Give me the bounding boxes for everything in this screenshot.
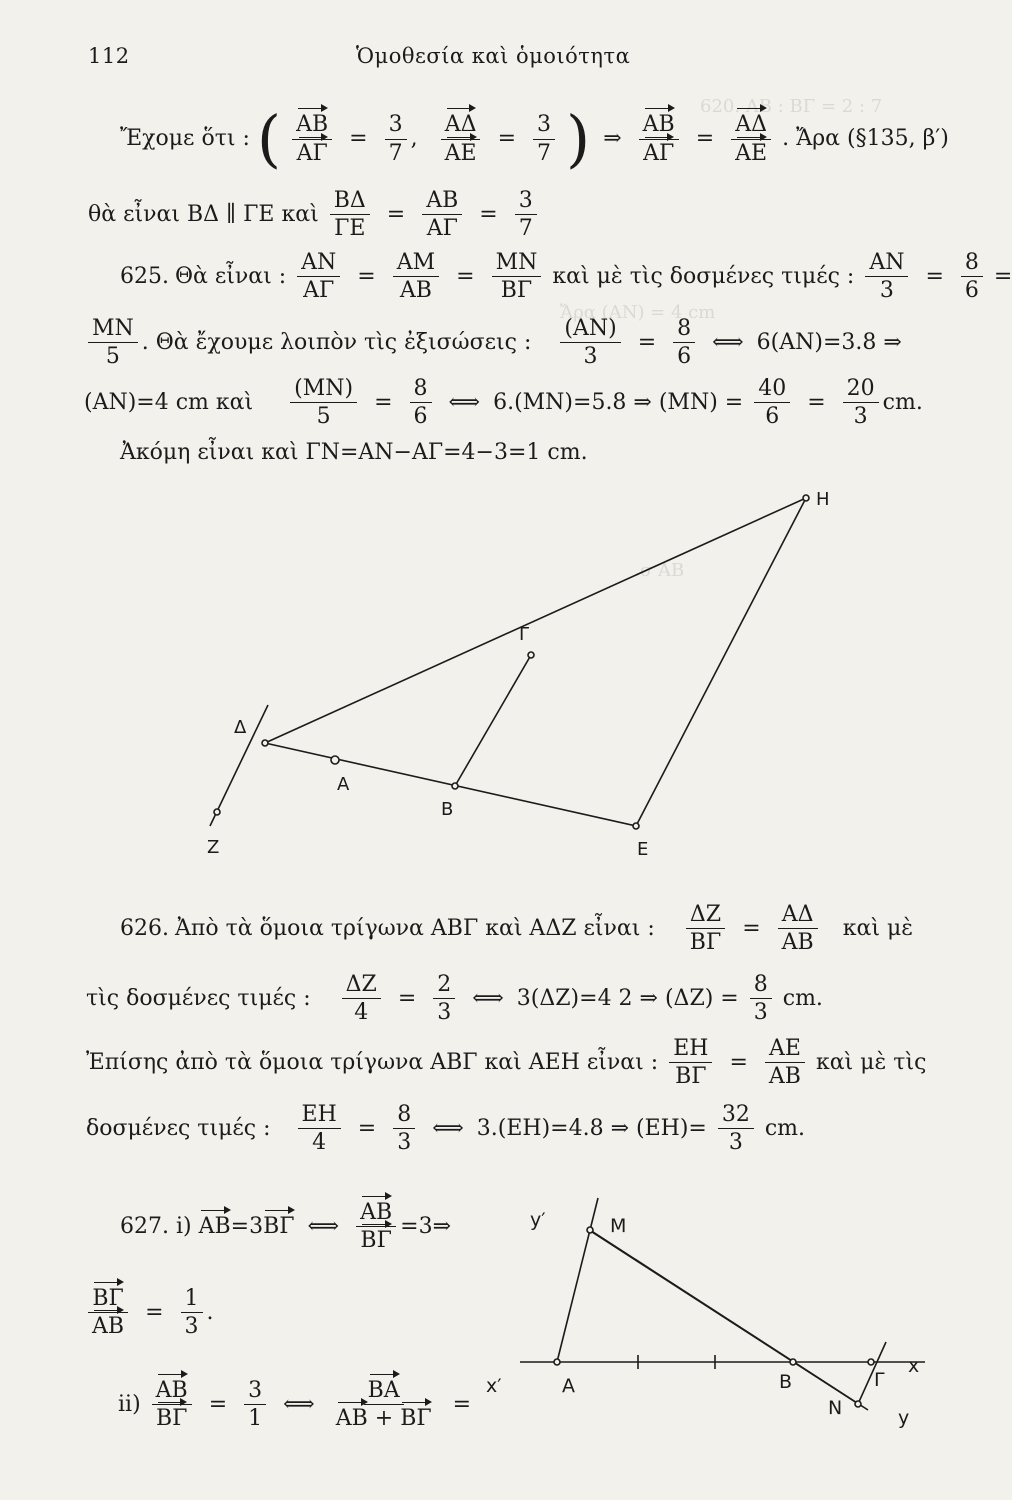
fraction: $\frac{3}{7}$ — [385, 112, 407, 166]
fraction: $\frac{8}{6}$ — [673, 316, 695, 370]
label-x: x — [908, 1355, 920, 1377]
fraction: $\frac{(AN)}{3}$ — [560, 316, 620, 370]
fraction: $\frac{AN}{A\Gamma}$ — [297, 250, 340, 304]
fraction: $\frac{B\Delta}{\Gamma E}$ — [330, 188, 370, 242]
eq-626-line3: Ἐπίσης ἀπὸ τὰ ὅμοια τρίγωνα ΑΒΓ καὶ ΑΕΗ εἶναι : $\frac{EH}{B\Gamma}$ = $\frac{AE}{AB}$ καὶ μὲ τὶς — [86, 1036, 927, 1090]
fraction: $\frac{(MN)}{5}$ — [290, 376, 357, 430]
label-y-prime: y′ — [530, 1209, 546, 1231]
label-nu: Ν — [828, 1397, 843, 1419]
fraction: $\frac{\Delta Z}{B\Gamma}$ — [686, 902, 725, 956]
eq-625-line1: 625. Θὰ εἶναι : $\frac{AN}{A\Gamma}$ = $\frac{AM}{AB}$ = $\frac{MN}{B\Gamma}$ καὶ μὲ τὶς δοσμένες τιμές : $\frac{AN}{3}$ = $\frac{8}{6}$ = — [120, 250, 1012, 304]
bleed-through-text: σ ΑΒ — [640, 560, 685, 581]
eq-625-line4: Ἀκόμη εἶναι καὶ ΓΝ=ΑΝ−ΑΓ=4−3=1 cm. — [120, 440, 588, 465]
running-title: Ὁμοθεσία καὶ ὁμοιότητα — [356, 44, 631, 68]
label-beta: Β — [441, 799, 454, 820]
fraction: $\frac{AB}{A\Gamma}$ — [292, 112, 332, 166]
fraction: $\frac{EH}{4}$ — [298, 1102, 341, 1156]
page-number: 112 — [88, 44, 130, 68]
fraction: $\frac{40}{6}$ — [754, 376, 790, 430]
fraction: $\frac{A\Delta}{AB}$ — [778, 902, 818, 956]
text-intro: Ἔχομε ὅτι : — [120, 126, 250, 151]
eq-626-line1: 626. Ἀπὸ τὰ ὅμοια τρίγωνα ΑΒΓ καὶ ΑΔΖ εἶναι : $\frac{\Delta Z}{B\Gamma}$ = $\frac{A\Delta}{AB}$ καὶ μὲ — [120, 902, 914, 956]
fraction: $\frac{AB}{B\Gamma}$ — [356, 1200, 396, 1254]
fraction: $\frac{8}{6}$ — [961, 250, 983, 304]
fraction: $\frac{MN}{5}$ — [88, 316, 138, 370]
label-gamma: Γ — [519, 624, 530, 645]
label-delta: Δ — [234, 717, 247, 738]
paren-open: ( — [256, 102, 282, 175]
eq-627-line2: $\frac{B\Gamma}{AB}$ = $\frac{1}{3}$ . — [84, 1286, 214, 1340]
label-gamma-2: Γ — [874, 1369, 885, 1391]
fraction: $\frac{\Delta Z}{4}$ — [342, 972, 381, 1026]
figure-axes — [0, 1180, 940, 1440]
fraction: $\frac{8}{3}$ — [393, 1102, 415, 1156]
fraction: $\frac{AM}{AB}$ — [393, 250, 439, 304]
eq-624-line2: θὰ εἶναι ΒΔ ∥ ΓΕ καὶ $\frac{B\Delta}{\Gamma E}$ = $\frac{AB}{A\Gamma}$ = $\frac{3}{7}$ — [88, 188, 541, 242]
eq-625-line2: $\frac{MN}{5}$ . Θὰ ἔχουμε λοιπὸν τὶς ἐξισώσεις : $\frac{(AN)}{3}$ = $\frac{8}{6}$ ⟺ 6(ΑΝ)=3.8 ⇒ — [84, 316, 902, 370]
fraction: $\frac{B\Gamma}{AB}$ — [88, 1286, 128, 1340]
fraction: $\frac{32}{3}$ — [718, 1102, 754, 1156]
fraction: $\frac{2}{3}$ — [433, 972, 455, 1026]
fraction: $\frac{1}{3}$ — [181, 1286, 203, 1340]
fraction: $\frac{20}{3}$ — [843, 376, 879, 430]
fraction: $\frac{MN}{B\Gamma}$ — [492, 250, 542, 304]
bleed-through-text: 620. ΑΒ : ΒΓ = 2 : 7 — [700, 96, 883, 117]
label-epsilon: Ε — [637, 839, 649, 860]
eq-624-line1: Ἔχομε ὅτι : ( $\frac{AB}{A\Gamma}$ = $\frac{3}{7}$ , $\frac{A\Delta}{AE}$ = $\frac{3}{7}$ ) ⇒ $\frac{AB}{A\Gamma}$ = $\frac{A\Delta}{AE}$ . Ἄρα (§135, β′) — [120, 102, 949, 175]
label-beta-2: Β — [779, 1371, 793, 1393]
label-zeta: Ζ — [207, 837, 220, 858]
eq-625-line3: (ΑΝ)=4 cm καὶ $\frac{(MN)}{5}$ = $\frac{8}{6}$ ⟺ 6.(ΜΝ)=5.8 ⇒ (ΜΝ) = $\frac{40}{6}$ = $\frac{20}{3}$ cm. — [84, 376, 923, 430]
fraction: $\frac{8}{6}$ — [410, 376, 432, 430]
eq-627-line1: 627. i) ΑΒ=3ΒΓ ⟺ $\frac{AB}{B\Gamma}$ =3⇒ — [120, 1200, 452, 1254]
label-x-prime: x′ — [486, 1375, 502, 1397]
label-mu: Μ — [610, 1215, 627, 1237]
label-y: y — [898, 1407, 910, 1429]
eq-626-line4: δοσμένες τιμές : $\frac{EH}{4}$ = $\frac{8}{3}$ ⟺ 3.(ΕΗ)=4.8 ⇒ (ΕΗ)= $\frac{32}{3}$ cm. — [86, 1102, 806, 1156]
fraction: $\frac{3}{7}$ — [515, 188, 537, 242]
fraction: $\frac{8}{3}$ — [750, 972, 772, 1026]
eq-627-line3: ii) $\frac{AB}{B\Gamma}$ = $\frac{3}{1}$ ⟺ $\frac{BA}{AB + B\Gamma}$ = — [118, 1378, 472, 1432]
paren-close: ) — [566, 102, 591, 175]
label-eta: Η — [816, 489, 830, 510]
fraction: $\frac{AB}{B\Gamma}$ — [152, 1378, 192, 1432]
fraction: $\frac{AB}{A\Gamma}$ — [422, 188, 462, 242]
fraction: $\frac{3}{7}$ — [533, 112, 555, 166]
figure-triangles — [0, 480, 940, 880]
fraction: $\frac{AE}{AB}$ — [765, 1036, 805, 1090]
fraction: $\frac{AB}{A\Gamma}$ — [639, 112, 679, 166]
fraction: $\frac{A\Delta}{AE}$ — [441, 112, 481, 166]
label-alpha: Α — [337, 774, 350, 795]
fraction: $\frac{AN}{3}$ — [865, 250, 908, 304]
bleed-through-text: Ἄρα (ΑΝ) = 4 cm — [560, 302, 716, 323]
eq-626-line2: τὶς δοσμένες τιμές : $\frac{\Delta Z}{4}$ = $\frac{2}{3}$ ⟺ 3(ΔΖ)=4 2 ⇒ (ΔΖ) = $\frac{8}{3}$ cm. — [86, 972, 823, 1026]
fraction: $\frac{3}{1}$ — [244, 1378, 266, 1432]
fraction: $\frac{A\Delta}{AE}$ — [731, 112, 771, 166]
label-alpha-2: Α — [562, 1375, 575, 1397]
fraction: $\frac{BA}{AB + B\Gamma}$ — [335, 1378, 432, 1432]
fraction: $\frac{EH}{B\Gamma}$ — [669, 1036, 712, 1090]
